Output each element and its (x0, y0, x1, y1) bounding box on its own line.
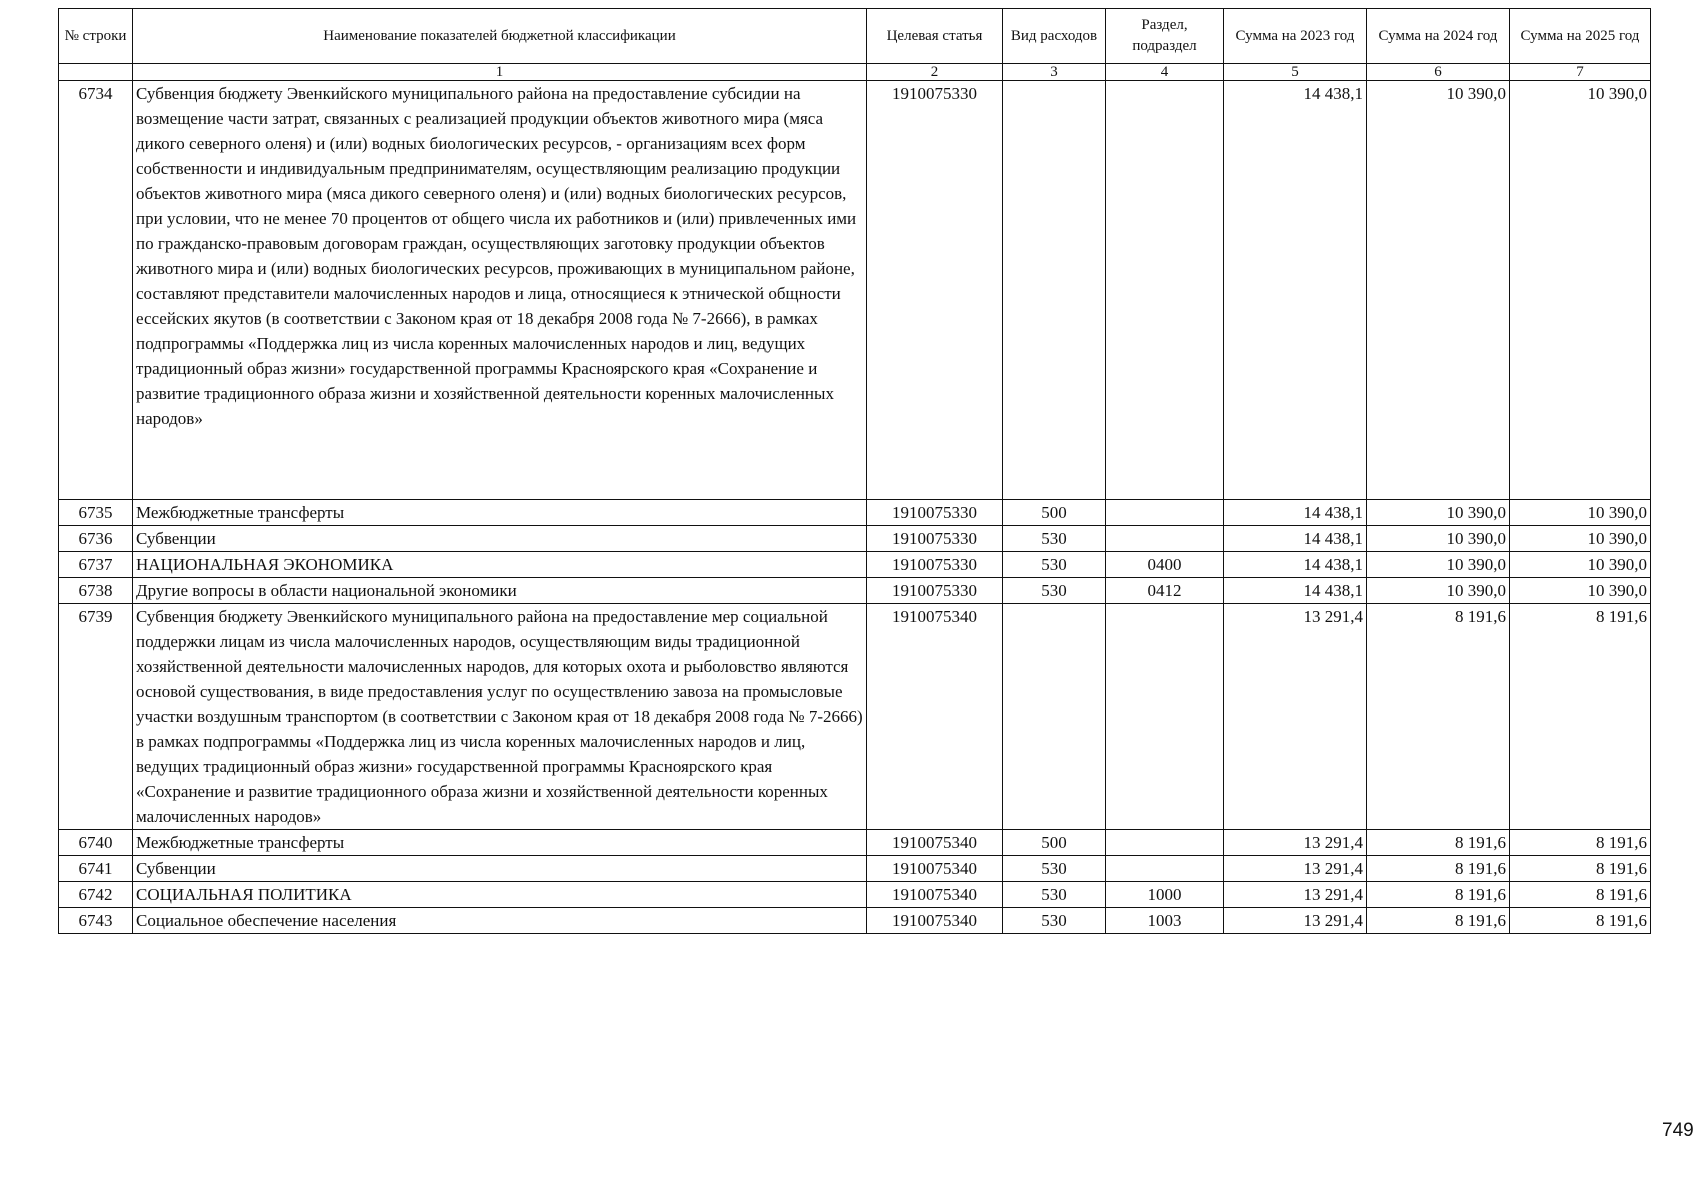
row-sum-2025: 10 390,0 (1510, 578, 1651, 604)
row-sum-2024: 8 191,6 (1367, 604, 1510, 830)
row-target: 1910075340 (867, 830, 1003, 856)
row-sum-2023: 13 291,4 (1224, 604, 1367, 830)
row-number: 6738 (59, 578, 133, 604)
col-number: 2 (867, 64, 1003, 81)
row-number: 6740 (59, 830, 133, 856)
table-row (59, 526, 1651, 552)
row-sum-2024: 8 191,6 (1367, 882, 1510, 908)
row-number: 6737 (59, 552, 133, 578)
row-razdel (1106, 526, 1224, 552)
row-razdel (1106, 604, 1224, 830)
row-sum-2024: 10 390,0 (1367, 578, 1510, 604)
row-name: Субвенция бюджету Эвенкийского муниципального района на предоставление субсидии на возмещение части затрат, связанных с реализацией продукции объектов животного мира (мяса дикого северного оленя) и (или) водных биологических ресурсов, - организациям всех форм собственности и индивидуальным предпринимателям, осуществляющим реализацию продукции объектов животного мира (мяса дикого северного оленя) и (или) водных биологических ресурсов, при условии, что не менее 70 процентов от общего числа их работников и (или) привлеченных ими по гражданско-правовым договорам граждан, осуществляющих заготовку продукции объектов животного мира и (или) водных биологических ресурсов, проживающих в муниципальном районе, составляют представители малочисленных народов и лица, относящиеся к этнической общности ессейских якутов (в соответствии с Законом края от 18 декабря 2008 года № 7-2666), в рамках подпрограммы «Поддержка лиц из числа коренных малочисленных народов и лиц, ведущих традиционный образ жизни» государственной программы Красноярского края «Сохранение и развитие традиционного образа жизни и хозяйственной деятельности коренных малочисленных народов» (133, 81, 867, 500)
row-razdel: 0400 (1106, 552, 1224, 578)
row-number: 6743 (59, 908, 133, 934)
row-sum-2024: 10 390,0 (1367, 552, 1510, 578)
row-sum-2025: 10 390,0 (1510, 500, 1651, 526)
col-number: 3 (1003, 64, 1106, 81)
header-row-no: № строки (59, 9, 133, 64)
row-name: СОЦИАЛЬНАЯ ПОЛИТИКА (133, 882, 867, 908)
row-sum-2023: 14 438,1 (1224, 526, 1367, 552)
row-sum-2024: 8 191,6 (1367, 856, 1510, 882)
row-number: 6735 (59, 500, 133, 526)
row-sum-2023: 13 291,4 (1224, 856, 1367, 882)
row-target: 1910075330 (867, 500, 1003, 526)
row-name: Субвенция бюджету Эвенкийского муниципального района на предоставление мер социальной поддержки лицам из числа малочисленных народов, осуществляющим виды традиционной хозяйственной деятельности малочисленных народов, для которых охота и рыболовство являются основой существования, в виде предоставления услуг по осуществлению завоза на промысловые участки воздушным транспортом (в соответствии с Законом края от 18 декабря 2008 года № 7-2666) в рамках подпрограммы «Поддержка лиц из числа коренных малочисленных народов и лиц, ведущих традиционный образ жизни» государственной программы Красноярского края «Сохранение и развитие традиционного образа жизни и хозяйственной деятельности коренных малочисленных народов» (133, 604, 867, 830)
col-number: 1 (133, 64, 867, 81)
row-razdel (1106, 81, 1224, 500)
header-row (59, 9, 1651, 64)
header-sum-2025: Сумма на 2025 год (1510, 9, 1651, 64)
page-number: 749 (1662, 1120, 1694, 1141)
row-vid (1003, 81, 1106, 500)
row-vid: 530 (1003, 908, 1106, 934)
col-number: 4 (1106, 64, 1224, 81)
row-vid: 500 (1003, 830, 1106, 856)
row-sum-2024: 10 390,0 (1367, 500, 1510, 526)
row-name: Межбюджетные трансферты (133, 500, 867, 526)
row-number: 6736 (59, 526, 133, 552)
row-vid: 500 (1003, 500, 1106, 526)
header-vid: Вид расходов (1003, 9, 1106, 64)
table-row (59, 604, 1651, 830)
row-number: 6734 (59, 81, 133, 500)
row-sum-2023: 13 291,4 (1224, 882, 1367, 908)
row-sum-2024: 10 390,0 (1367, 81, 1510, 500)
table-row (59, 578, 1651, 604)
table-row (59, 856, 1651, 882)
row-number: 6741 (59, 856, 133, 882)
budget-table (58, 8, 1651, 934)
row-name: НАЦИОНАЛЬНАЯ ЭКОНОМИКА (133, 552, 867, 578)
row-vid: 530 (1003, 526, 1106, 552)
row-vid: 530 (1003, 856, 1106, 882)
row-name: Субвенции (133, 526, 867, 552)
row-name: Другие вопросы в области национальной экономики (133, 578, 867, 604)
col-number: 6 (1367, 64, 1510, 81)
table-header (59, 9, 1651, 81)
row-vid (1003, 604, 1106, 830)
row-razdel: 1000 (1106, 882, 1224, 908)
row-target: 1910075330 (867, 578, 1003, 604)
row-target: 1910075340 (867, 908, 1003, 934)
row-razdel (1106, 830, 1224, 856)
row-vid: 530 (1003, 882, 1106, 908)
table-row (59, 882, 1651, 908)
row-target: 1910075330 (867, 81, 1003, 500)
row-target: 1910075330 (867, 526, 1003, 552)
row-sum-2025: 10 390,0 (1510, 81, 1651, 500)
table-row (59, 830, 1651, 856)
row-number: 6742 (59, 882, 133, 908)
col-number: 5 (1224, 64, 1367, 81)
header-name: Наименование показателей бюджетной классификации (133, 9, 867, 64)
row-sum-2025: 8 191,6 (1510, 830, 1651, 856)
row-vid: 530 (1003, 552, 1106, 578)
row-sum-2024: 8 191,6 (1367, 830, 1510, 856)
row-target: 1910075340 (867, 604, 1003, 830)
row-sum-2023: 14 438,1 (1224, 500, 1367, 526)
row-number: 6739 (59, 604, 133, 830)
header-razdel: Раздел, подраздел (1106, 9, 1224, 64)
table-row (59, 552, 1651, 578)
row-sum-2023: 13 291,4 (1224, 830, 1367, 856)
header-sum-2023: Сумма на 2023 год (1224, 9, 1367, 64)
row-razdel: 1003 (1106, 908, 1224, 934)
row-name: Субвенции (133, 856, 867, 882)
row-target: 1910075340 (867, 856, 1003, 882)
row-sum-2024: 8 191,6 (1367, 908, 1510, 934)
row-razdel (1106, 856, 1224, 882)
row-name: Социальное обеспечение населения (133, 908, 867, 934)
row-sum-2023: 14 438,1 (1224, 552, 1367, 578)
row-razdel: 0412 (1106, 578, 1224, 604)
col-number: 7 (1510, 64, 1651, 81)
header-sum-2024: Сумма на 2024 год (1367, 9, 1510, 64)
row-sum-2023: 14 438,1 (1224, 81, 1367, 500)
row-sum-2025: 10 390,0 (1510, 552, 1651, 578)
column-number-row (59, 64, 1651, 81)
table-row (59, 908, 1651, 934)
row-sum-2025: 8 191,6 (1510, 856, 1651, 882)
row-sum-2024: 10 390,0 (1367, 526, 1510, 552)
row-target: 1910075330 (867, 552, 1003, 578)
row-sum-2025: 10 390,0 (1510, 526, 1651, 552)
table-body (59, 81, 1651, 934)
row-sum-2025: 8 191,6 (1510, 908, 1651, 934)
col-number (59, 64, 133, 81)
row-sum-2025: 8 191,6 (1510, 882, 1651, 908)
table-row (59, 81, 1651, 500)
row-name: Межбюджетные трансферты (133, 830, 867, 856)
row-sum-2023: 13 291,4 (1224, 908, 1367, 934)
row-target: 1910075340 (867, 882, 1003, 908)
row-vid: 530 (1003, 578, 1106, 604)
header-target: Целевая статья (867, 9, 1003, 64)
table-row (59, 500, 1651, 526)
row-sum-2025: 8 191,6 (1510, 604, 1651, 830)
row-razdel (1106, 500, 1224, 526)
row-sum-2023: 14 438,1 (1224, 578, 1367, 604)
